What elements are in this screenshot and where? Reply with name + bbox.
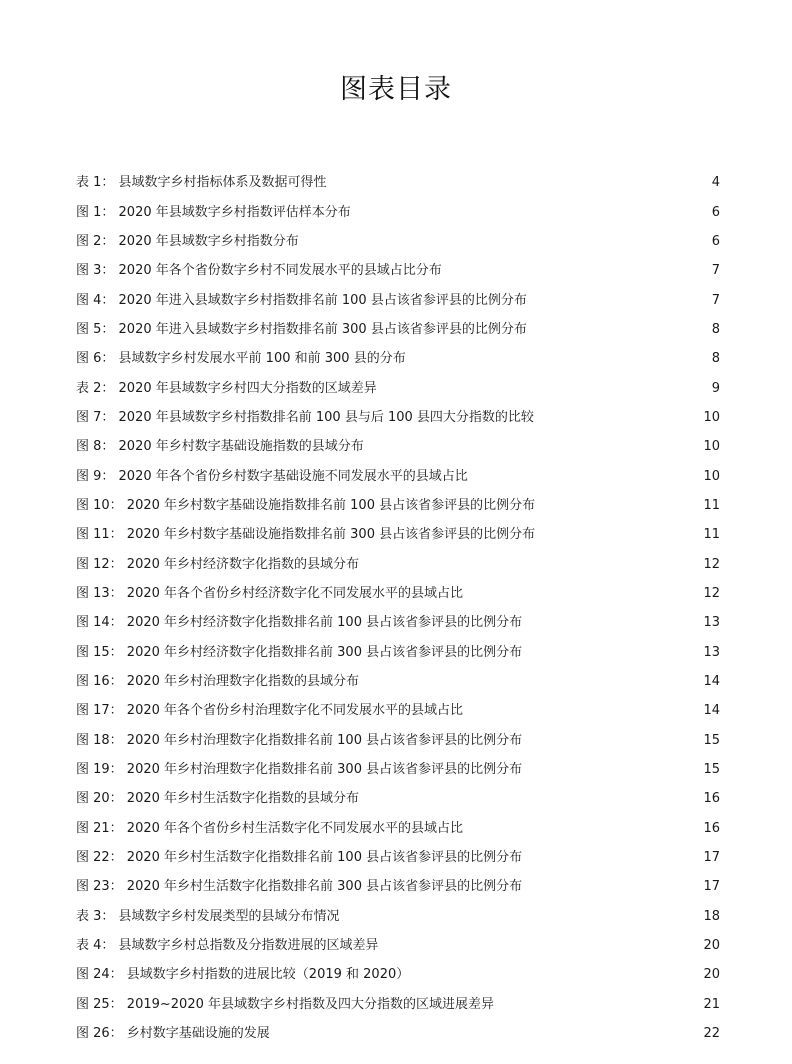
toc-entry-label: 图 4： 2020 年进入县域数字乡村指数排名前 100 县占该省参评县的比例分布: [76, 292, 527, 308]
toc-entry-label: 图 17： 2020 年各个省份乡村治理数字化不同发展水平的县域占比: [76, 703, 464, 719]
toc-entry-label: 图 6： 县域数字乡村发展水平前 100 和前 300 县的分布: [76, 351, 406, 367]
toc-entry-label: 图 18： 2020 年乡村治理数字化指数排名前 100 县占该省参评县的比例分布: [76, 732, 523, 748]
toc-entry[interactable]: [76, 168, 720, 197]
toc-entry[interactable]: [76, 520, 720, 549]
toc-entry-label: 图 2： 2020 年县域数字乡村指数分布: [76, 233, 299, 249]
toc-entry-label: 图 9： 2020 年各个省份乡村数字基础设施不同发展水平的县域占比: [76, 468, 468, 484]
toc-entry-page-number: 6: [711, 204, 720, 220]
toc-entry-page-number: 22: [703, 1026, 720, 1042]
toc-entry[interactable]: [76, 197, 720, 226]
toc-entry[interactable]: [76, 285, 720, 314]
toc-entry[interactable]: [76, 256, 720, 285]
toc-entry[interactable]: [76, 843, 720, 872]
toc-entry[interactable]: [76, 755, 720, 784]
toc-entry[interactable]: [76, 461, 720, 490]
toc-entry[interactable]: [76, 403, 720, 432]
toc-entry-page-number: 4: [711, 175, 720, 191]
toc-entry-label: 表 1： 县域数字乡村指标体系及数据可得性: [76, 175, 327, 191]
toc-entry[interactable]: [76, 784, 720, 813]
toc-entry[interactable]: [76, 549, 720, 578]
toc-entry-label: 图 22： 2020 年乡村生活数字化指数排名前 100 县占该省参评县的比例分布: [76, 850, 523, 866]
toc-entry[interactable]: [76, 1019, 720, 1048]
toc-entry-label: 图 13： 2020 年各个省份乡村经济数字化不同发展水平的县域占比: [76, 585, 464, 601]
toc-entry-label: 图 25： 2019~2020 年县域数字乡村指数及四大分指数的区域进展差异: [76, 996, 494, 1012]
toc-entry-page-number: 7: [711, 292, 720, 308]
toc-entry-page-number: 7: [711, 263, 720, 279]
toc-entry[interactable]: [76, 579, 720, 608]
toc-entry[interactable]: [76, 726, 720, 755]
toc-entry-label: 图 1： 2020 年县域数字乡村指数评估样本分布: [76, 204, 351, 220]
toc-entry-label: 图 24： 县域数字乡村指数的进展比较（2019 和 2020）: [76, 967, 410, 983]
toc-entry-page-number: 12: [703, 585, 720, 601]
toc-entry-label: 图 3： 2020 年各个省份数字乡村不同发展水平的县域占比分布: [76, 263, 442, 279]
toc-entry[interactable]: [76, 638, 720, 667]
toc-entry[interactable]: [76, 872, 720, 901]
toc-entry[interactable]: [76, 344, 720, 373]
toc-entry-page-number: 10: [703, 409, 720, 425]
toc-entry-label: 图 21： 2020 年各个省份乡村生活数字化不同发展水平的县域占比: [76, 820, 464, 836]
toc-entry-page-number: 18: [703, 908, 720, 924]
toc-entry[interactable]: [76, 227, 720, 256]
toc-list: [76, 168, 720, 1048]
toc-entry-label: 图 23： 2020 年乡村生活数字化指数排名前 300 县占该省参评县的比例分布: [76, 879, 523, 895]
toc-entry-page-number: 17: [703, 850, 720, 866]
toc-entry-page-number: 14: [703, 703, 720, 719]
toc-entry-label: 图 19： 2020 年乡村治理数字化指数排名前 300 县占该省参评县的比例分布: [76, 762, 523, 778]
toc-entry-label: 表 3： 县域数字乡村发展类型的县域分布情况: [76, 908, 340, 924]
toc-entry-page-number: 13: [703, 615, 720, 631]
toc-entry-label: 表 2： 2020 年县域数字乡村四大分指数的区域差异: [76, 380, 377, 396]
toc-entry[interactable]: [76, 315, 720, 344]
toc-entry[interactable]: [76, 667, 720, 696]
toc-entry-page-number: 8: [711, 321, 720, 337]
toc-entry-page-number: 11: [703, 497, 720, 513]
toc-entry-page-number: 11: [703, 527, 720, 543]
toc-entry[interactable]: [76, 931, 720, 960]
toc-entry-page-number: 15: [703, 762, 720, 778]
toc-entry-page-number: 10: [703, 468, 720, 484]
toc-entry-page-number: 21: [703, 996, 720, 1012]
page-title: 图表目录: [340, 74, 452, 105]
toc-entry-label: 图 7： 2020 年县域数字乡村指数排名前 100 县与后 100 县四大分指数的比较: [76, 409, 534, 425]
toc-entry[interactable]: [76, 902, 720, 931]
toc-entry-page-number: 16: [703, 820, 720, 836]
toc-entry[interactable]: [76, 960, 720, 989]
toc-entry-page-number: 8: [711, 351, 720, 367]
toc-entry[interactable]: [76, 696, 720, 725]
toc-entry-label: 图 15： 2020 年乡村经济数字化指数排名前 300 县占该省参评县的比例分布: [76, 644, 523, 660]
toc-entry-label: 图 8： 2020 年乡村数字基础设施指数的县域分布: [76, 439, 364, 455]
toc-entry-label: 图 12： 2020 年乡村经济数字化指数的县域分布: [76, 556, 360, 572]
toc-entry[interactable]: [76, 373, 720, 402]
toc-entry-page-number: 10: [703, 439, 720, 455]
toc-entry-label: 图 26： 乡村数字基础设施的发展: [76, 1026, 270, 1042]
toc-entry[interactable]: [76, 491, 720, 520]
toc-entry-page-number: 20: [703, 967, 720, 983]
toc-entry-page-number: 20: [703, 938, 720, 954]
toc-entry-label: 图 10： 2020 年乡村数字基础设施指数排名前 100 县占该省参评县的比例分布: [76, 497, 536, 513]
toc-entry-page-number: 16: [703, 791, 720, 807]
toc-entry[interactable]: [76, 814, 720, 843]
toc-entry-page-number: 13: [703, 644, 720, 660]
toc-entry-label: 图 14： 2020 年乡村经济数字化指数排名前 100 县占该省参评县的比例分布: [76, 615, 523, 631]
toc-entry-label: 图 20： 2020 年乡村生活数字化指数的县域分布: [76, 791, 360, 807]
toc-entry[interactable]: [76, 432, 720, 461]
toc-entry-label: 图 11： 2020 年乡村数字基础设施指数排名前 300 县占该省参评县的比例分布: [76, 527, 536, 543]
toc-entry-page-number: 15: [703, 732, 720, 748]
toc-entry-page-number: 17: [703, 879, 720, 895]
toc-entry[interactable]: [76, 990, 720, 1019]
toc-entry-page-number: 12: [703, 556, 720, 572]
toc-entry-page-number: 9: [711, 380, 720, 396]
toc-entry-label: 表 4： 县域数字乡村总指数及分指数进展的区域差异: [76, 938, 379, 954]
toc-entry-label: 图 5： 2020 年进入县域数字乡村指数排名前 300 县占该省参评县的比例分布: [76, 321, 527, 337]
toc-entry-label: 图 16： 2020 年乡村治理数字化指数的县域分布: [76, 674, 360, 690]
toc-entry-page-number: 6: [711, 233, 720, 249]
toc-entry[interactable]: [76, 608, 720, 637]
toc-entry-page-number: 14: [703, 674, 720, 690]
